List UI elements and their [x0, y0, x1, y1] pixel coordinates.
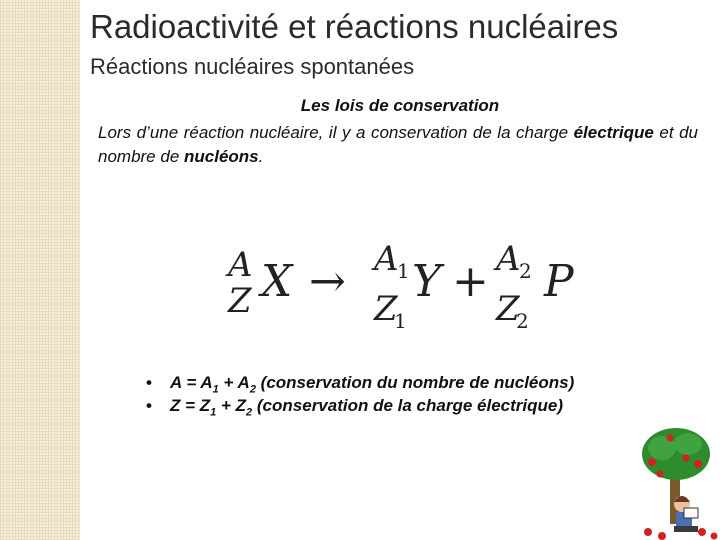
- plus-sign: +: [452, 256, 489, 307]
- rule-mass-lhs: A = A: [170, 373, 213, 392]
- bullet-icon: •: [146, 396, 152, 415]
- rule-charge-lhs: Z = Z: [170, 396, 211, 415]
- rule-charge-sub1: 1: [210, 406, 217, 419]
- intro-text-2: et du nombre de: [98, 123, 698, 166]
- charge-number-z2-subscript: 2: [516, 309, 529, 332]
- rule-charge-sub2: 2: [246, 406, 253, 419]
- charge-number-z1: Z: [374, 289, 398, 329]
- rule-charge-text: (conservation de la charge électrique): [252, 396, 563, 415]
- nuclear-equation: [206, 240, 594, 332]
- rule-mass-sub1: 1: [212, 383, 219, 396]
- conservation-rules-list: [146, 372, 646, 418]
- intro-bold-nucleons: nucléons: [184, 147, 259, 166]
- section-heading: Les lois de conservation: [300, 96, 500, 115]
- nucleus-x: X: [261, 256, 293, 307]
- bullet-icon: •: [146, 373, 152, 392]
- charge-number-z: Z: [228, 281, 252, 321]
- rule-mass-sub2: 2: [249, 383, 256, 396]
- mass-number-a2-subscript: 2: [519, 259, 532, 283]
- nucleus-y: Y: [412, 256, 442, 307]
- rule-item-charge: [146, 395, 646, 419]
- rule-mass-text: (conservation du nombre de nucléons): [255, 373, 575, 392]
- intro-paragraph: [98, 121, 698, 169]
- slide-subtitle: Réactions nucléaires spontanées: [90, 54, 415, 79]
- mass-number-a: A: [228, 245, 253, 285]
- rule-item-mass: [146, 372, 646, 396]
- mass-number-a1-subscript: 1: [397, 259, 410, 283]
- tree-reading-icon: [640, 424, 720, 540]
- rule-charge-mid: + Z: [216, 396, 247, 415]
- rule-mass-mid: + A: [218, 373, 250, 392]
- intro-text-1: Lors d’une réaction nucléaire, il y a conservation de la charge: [98, 123, 574, 142]
- nucleus-p: P: [544, 256, 574, 307]
- intro-text-3: .: [258, 147, 264, 166]
- left-decorative-strip: [0, 0, 80, 540]
- slide-title: Radioactivité et réactions nucléaires: [90, 8, 619, 45]
- charge-number-z2: Z: [496, 289, 520, 329]
- charge-number-z1-subscript: 1: [394, 309, 407, 332]
- intro-bold-charge: électrique: [573, 123, 654, 142]
- reaction-arrow: →: [309, 256, 346, 307]
- mass-number-a2: A: [496, 240, 521, 279]
- mass-number-a1: A: [374, 240, 399, 279]
